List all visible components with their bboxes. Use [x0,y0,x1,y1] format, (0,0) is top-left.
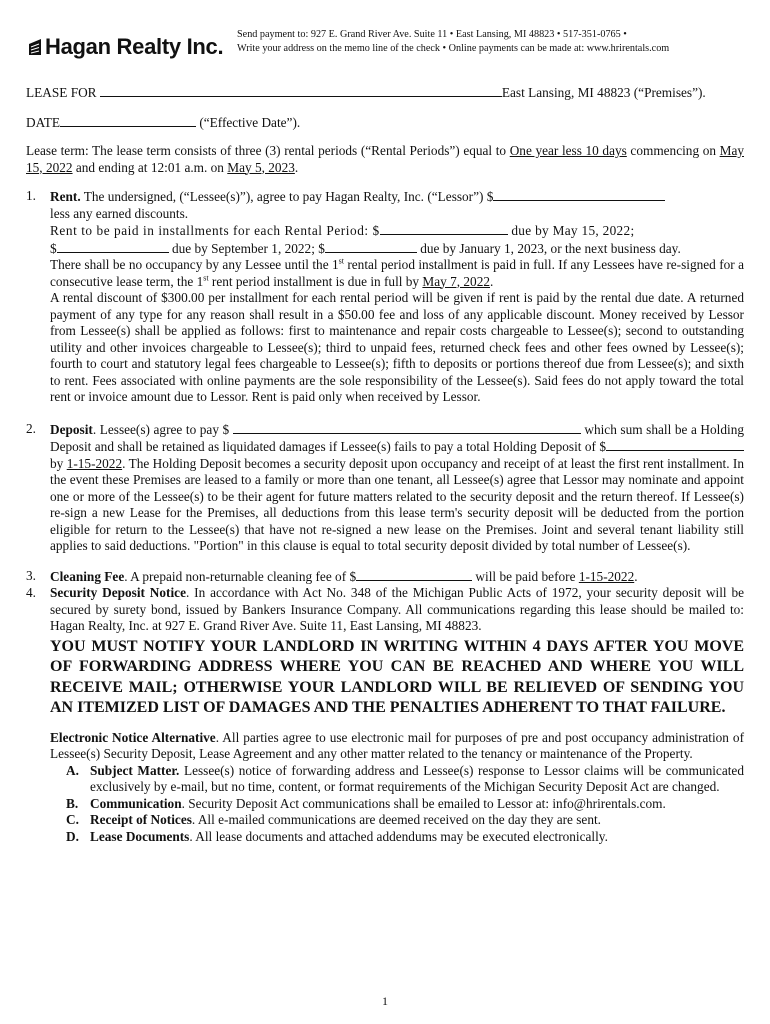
letterhead [26,24,744,64]
contact-line-2: Write your address on the memo line of the check • Online payments can be made at: www.hrirentals.com [237,43,670,54]
electronic-notice-title: Electronic Notice Alternative [50,729,216,745]
company-name: Hagan Realty Inc. [45,34,224,59]
occupancy-clause: There shall be no occupancy by any Lessee until the 1st rental period installment is paid in full. If any Lessees have re-signed for a consecutive lease term, the 1st rent period installment is due in full by May 7, 2022. [50,256,744,289]
page-number: 1 [382,994,388,1008]
section-deposit: 2. Deposit. Lessee(s) agree to pay $ which sum shall be a Holding Deposit and shall be retained as liquidated damages if Lessee(s) fails to pay a total Holding Deposit of $ by 1-15-2022. The Holding Deposit becomes a security deposit upon occupancy and receipt of at least the first rent installment. In the event these Premises are leased to a family or more than one tenant, all Lessee(s) agree that Lessor may nominate and appoint one or more of the Lessee(s) to be their agent for future matters related to the security deposit and the return thereof. If Lessee(s) re-sign a new Lease for the Premises, all deductions from this lease term's security deposit will be deducted from the portion eligible for return to the Lessee(s) that have not re-signed a new lease on the Premises. Joint and several tenant liability still applies to said deductions. "Portion" in this clause is equal to total security deposit divided by total number of Lessee(s). [26,420,745,553]
premises-address-blank[interactable] [100,84,502,97]
subsection-b: B. Communication. Security Deposit Act communications shall be emailed to Lessor at: info@hrirentals.com. [66,795,666,811]
installment-1-blank[interactable] [380,222,508,235]
lease-for-line: LEASE FOR East Lansing, MI 48823 (“Premises”). [26,85,706,100]
lease-body [26,84,744,845]
deposit-title: Deposit [50,421,93,437]
section-rent: 1. Rent. The undersigned, (“Lessee(s)”), agree to pay Hagan Realty, Inc. (“Lessor”) $ less any earned discounts. Rent to be paid in installments for each Rental Period: $ due by May 15, 2022; $ due by September 1, 2022; $ due by January 1, 2023, or the next business day. There shall be no occupancy by any Lessee until the 1st rental period installment is paid in full. If any Lessees have re-signed for a consecutive lease term, the 1st rent period installment is due in full by May 7, 2022. A rental discount of $300.00 per installment for each rental period will be given if rent is paid by the rental due date. A returned payment of any type for any reason shall result in a $50.00 fee and loss of any applicable discount. Money received by Lessor from Lessee(s) shall be applied as follows: first to maintenance and repair costs chargeable to Lessee(s); second to outstanding utility and other invoices chargeable to Lessee(s); third to unpaid fees, returned check fees and other fees owned by Lessee(s); fourth to court and statutory legal fees chargeable to Lessee(s); fifth to deposits or portions thereof due from Lessee(s); and sixth to rent. Fees associated with online payments are the sole responsibility of the Lessee(s). Said fees do not apply toward the total rent or invoice amount due to Lessor. Rent is paid only when received by Lessor. [26,188,744,404]
date-line: DATE (“Effective Date”). [26,114,301,130]
rent-discount-clause: A rental discount of $300.00 per installment for each rental period will be given if rent is paid by the rental due date. A returned payment of any type for any reason shall result in a $50.00 fee and loss of any applicable discount. Money received by Lessor from Lessee(s) shall be applied as follows: first to maintenance and repair costs chargeable to Lessee(s); second to outstanding utility and other invoices chargeable to Lessee(s); third to unpaid fees, returned check fees and other fees owned by Lessee(s); fourth to court and statutory legal fees chargeable to Lessee(s); fifth to deposits or portions thereof due from Lessee(s); and sixth to rent. Fees associated with online payments are the sole responsibility of the Lessee(s). Said fees do not apply toward the total rent or invoice amount due to Lessor. Rent is paid only when received by Lessor. [50,290,744,404]
cleaning-fee-title: Cleaning Fee [50,568,125,584]
subsection-a: A. Subject Matter. Lessee(s) notice of forwarding address and Lessee(s) response to Lessor claims will be communicated exclusively by e-mail, but no time, content, or format requirements of the Michigan Security Deposit Act are changed. [66,762,744,794]
building-logo-icon [28,38,42,56]
cleaning-fee-blank[interactable] [356,568,472,581]
contact-line-1: Send payment to: 927 E. Grand River Ave. Suite 11 • East Lansing, MI 48823 • 517-351-0765 • [237,29,627,40]
notice-title: Security Deposit Notice [50,585,186,600]
term-start-date: May 15, 2022 [26,143,744,175]
rent-title: Rent. [50,189,81,204]
section-cleaning-fee: 3. Cleaning Fee. A prepaid non-returnable cleaning fee of $ will be paid before 1-15-2022. [26,567,638,584]
forwarding-address-warning: YOU MUST NOTIFY YOUR LANDLORD IN WRITING WITHIN 4 DAYS AFTER YOU MOVE OF FORWARDING ADDRESS WHERE YOU CAN BE REACHED AND WHERE YOU WILL RECEIVE MAIL; OTHERWISE YOUR LANDLORD WILL BE RELIEVED OF SENDING YOU AN ITEMIZED LIST OF DAMAGES AND THE PENALTIES ADHERENT TO THAT FAILURE. [50,637,744,716]
effective-date-blank[interactable] [60,114,196,127]
rent-total-blank[interactable] [493,188,665,201]
company-logo [28,34,223,60]
section-security-deposit-notice: 4. Security Deposit Notice. In accordance with Act No. 348 of the Michigan Public Acts of 1972, your security deposit will be secured by surety bond, issued by Bankers Insurance Company. All communications regarding this lease should be mailed to: Hagan Realty, Inc. at 927 E. Grand River Ave. Suite 11, East Lansing, MI 48823. [26,585,745,633]
total-deposit-blank[interactable] [606,438,744,451]
resign-due-date: May 7, 2022 [422,273,490,289]
electronic-notice-paragraph: Electronic Notice Alternative. All parties agree to use electronic mail for purposes of pre and post occupancy administration of Lessee(s) Security Deposit, Lease Agreement and any other matter related to the tenancy or maintenance of the Property. [50,729,745,761]
deposit-due-date: 1-15-2022 [66,455,123,471]
term-end-date: May 5, 2023 [227,159,295,175]
payment-contact-info [237,28,669,56]
term-period: One year less 10 days [509,143,627,158]
lease-term-paragraph: Lease term: The lease term consists of three (3) rental periods (“Rental Periods”) equal to One year less 10 days commencing on May 15, 2022 and ending at 12:01 a.m. on May 5, 2023. [26,143,744,175]
subsection-c: C. Receipt of Notices. All e-mailed communications are deemed received on the day they are sent. [66,812,601,827]
subsection-d: D. Lease Documents. All lease documents and attached addendums may be executed electronically. [66,828,608,844]
installment-3-blank[interactable] [325,240,417,253]
installment-2-blank[interactable] [57,240,169,253]
holding-deposit-blank[interactable] [233,421,581,434]
cleaning-due-date: 1-15-2022 [578,568,635,584]
